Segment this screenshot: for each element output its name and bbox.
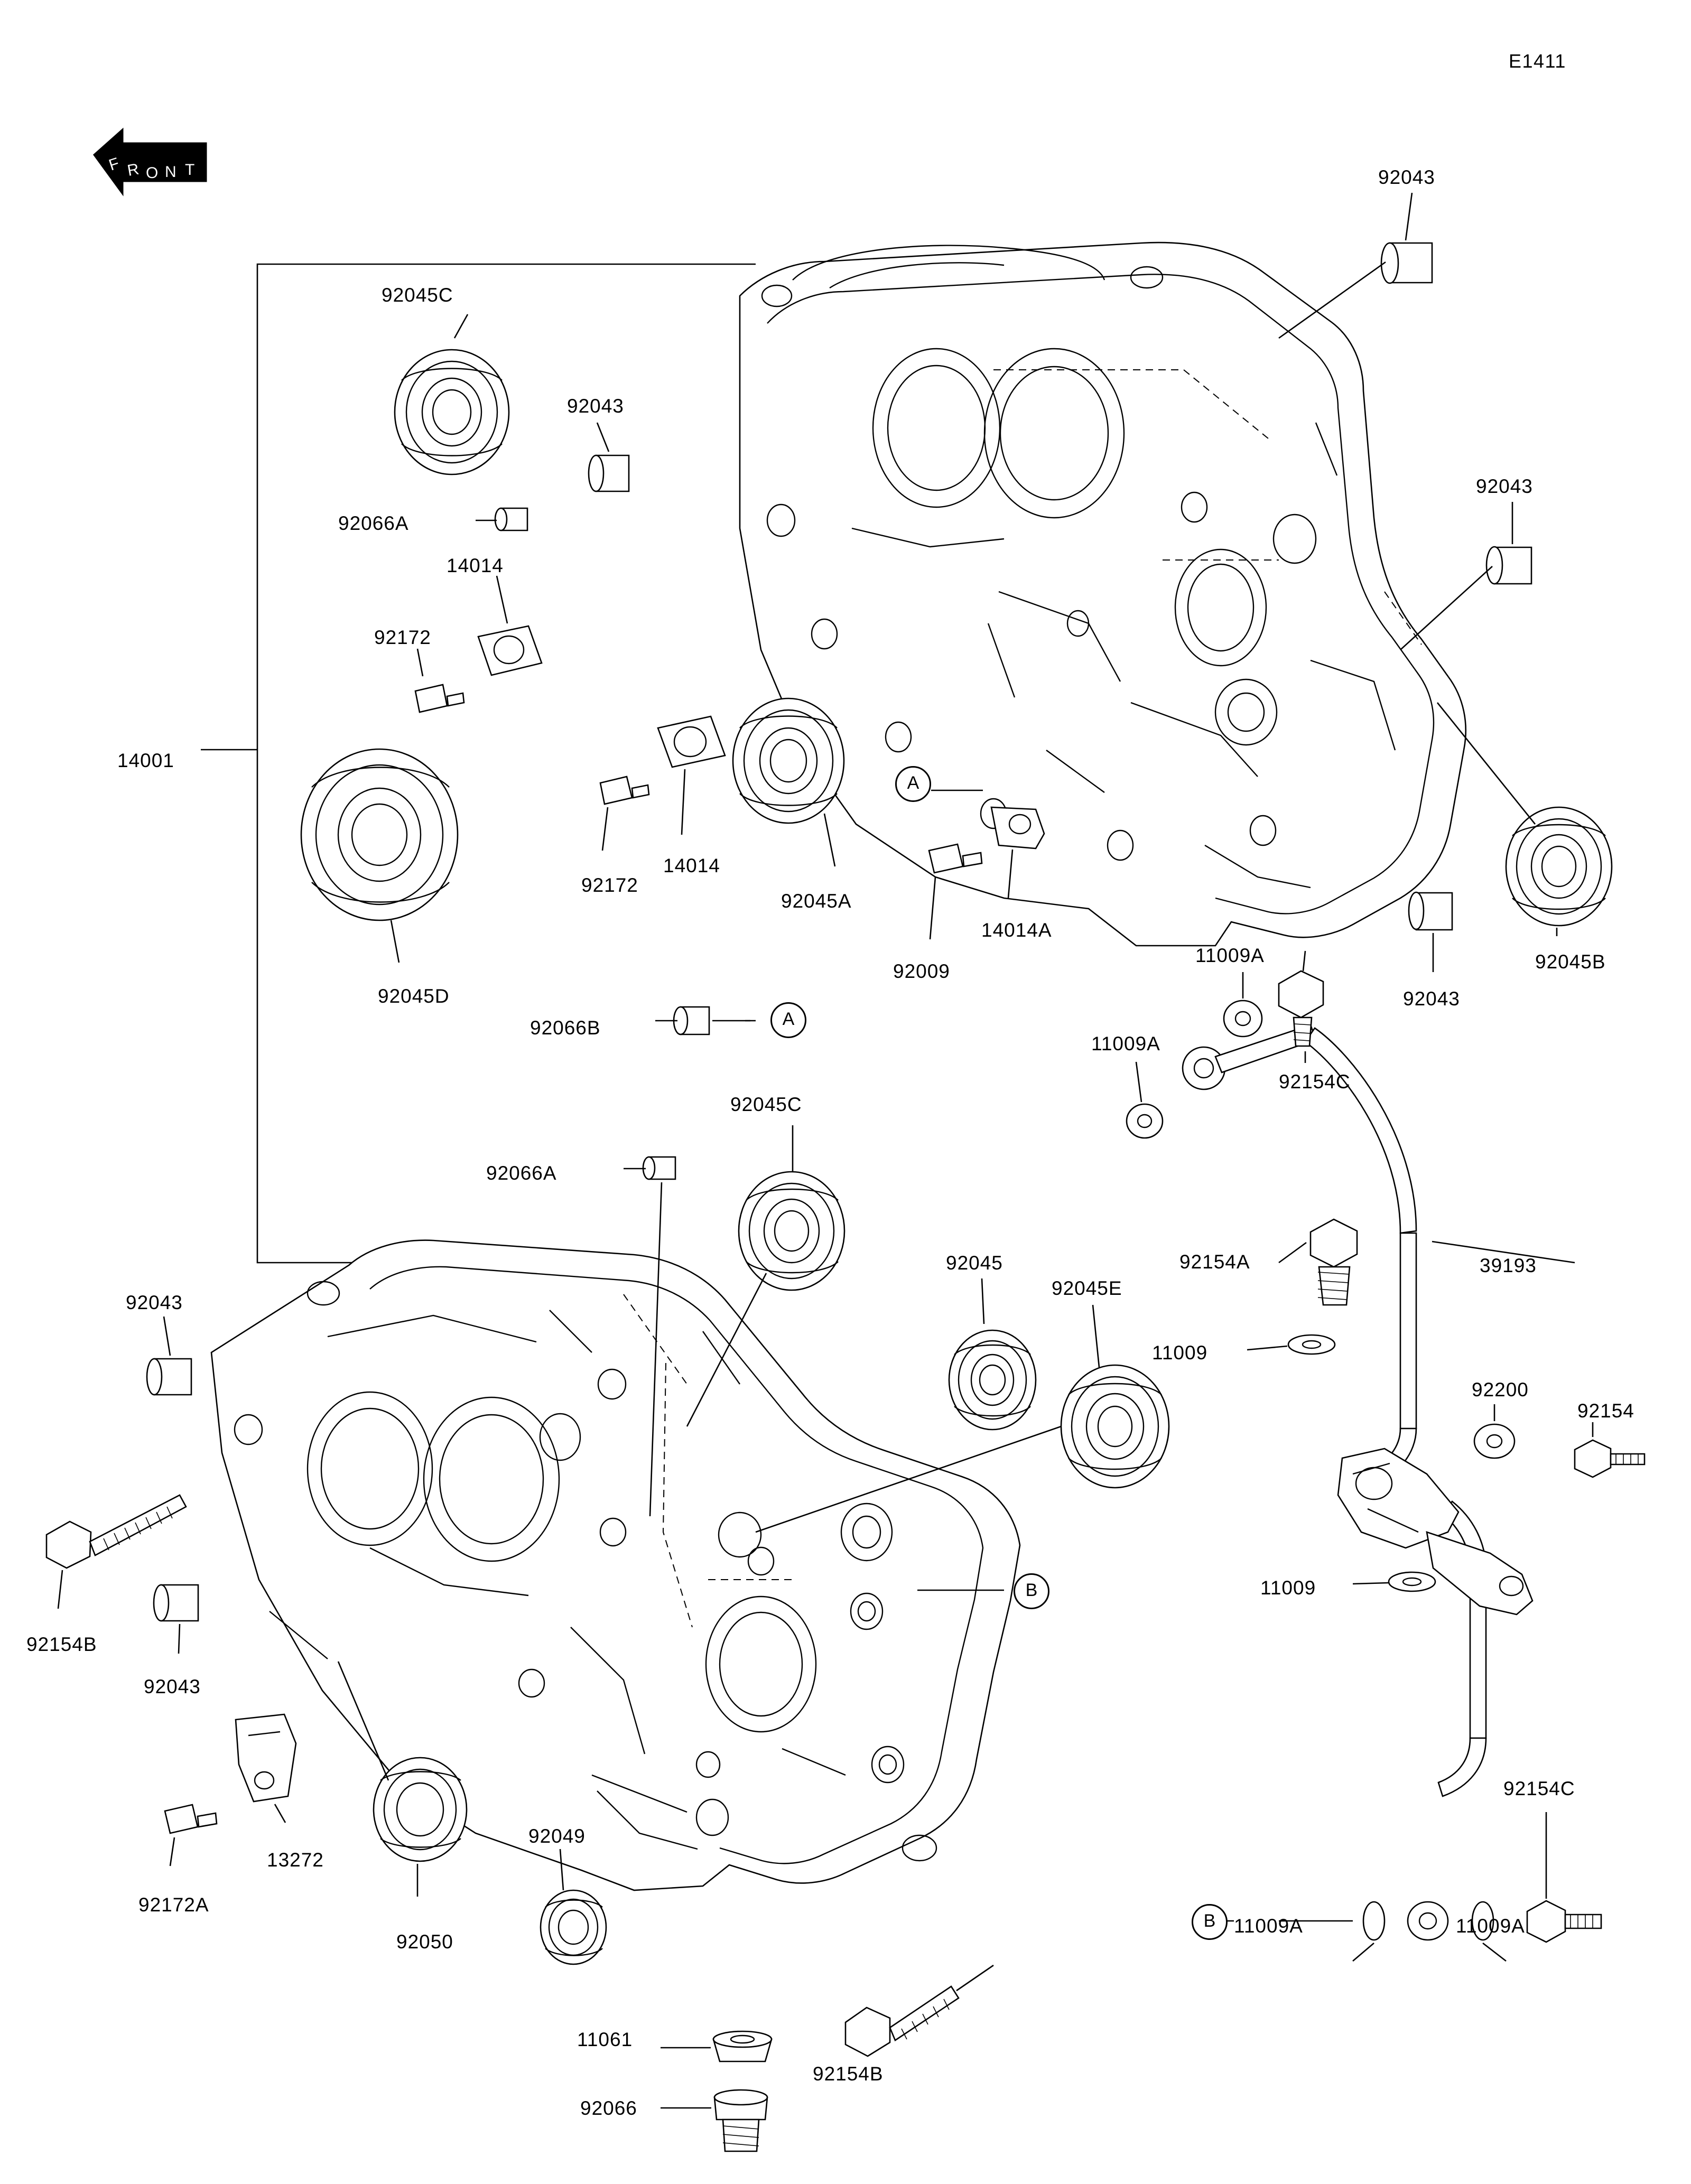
plate-14014-center bbox=[658, 716, 725, 835]
bolt-92154B-bottom bbox=[846, 1965, 993, 2058]
part-label-14014-center: 14014 bbox=[663, 855, 720, 876]
part-label-92066-bottom: 92066 bbox=[580, 2097, 637, 2119]
washer-92200 bbox=[1474, 1404, 1515, 1458]
part-label-92045: 92045 bbox=[946, 1252, 1003, 1274]
svg-text:T: T bbox=[185, 161, 195, 179]
drain-plug-92066 bbox=[661, 2090, 767, 2151]
part-label-92043-left-upper: 92043 bbox=[126, 1292, 183, 1313]
diagram-code: E1411 bbox=[1509, 50, 1566, 72]
bearing-92045 bbox=[949, 1278, 1036, 1430]
part-label-92154B-bottom: 92154B bbox=[813, 2063, 884, 2085]
part-label-11009-upper: 11009 bbox=[1152, 1342, 1208, 1364]
dowel-pin-92043-left-upper bbox=[147, 1317, 191, 1395]
callout-a-lower: A bbox=[770, 1002, 806, 1038]
part-label-92154C-lower: 92154C bbox=[1503, 1778, 1575, 1799]
bearing-92045D bbox=[301, 749, 458, 963]
part-label-92050: 92050 bbox=[396, 1931, 453, 1953]
dowel-pin-92043-upper-center bbox=[589, 423, 629, 491]
part-label-92154B-left: 92154B bbox=[26, 1634, 97, 1655]
bolt-92154C-lower bbox=[1527, 1812, 1601, 1942]
part-label-92200: 92200 bbox=[1472, 1379, 1529, 1401]
part-label-13272: 13272 bbox=[267, 1849, 324, 1871]
part-label-92045C-upper: 92045C bbox=[382, 284, 453, 306]
screw-92172-center bbox=[600, 777, 649, 851]
plate-13272 bbox=[236, 1714, 296, 1823]
part-label-92154: 92154 bbox=[1577, 1400, 1634, 1422]
svg-text:N: N bbox=[165, 163, 176, 181]
part-label-11009A-1: 11009A bbox=[1195, 945, 1265, 966]
bolt-92154-right bbox=[1575, 1422, 1644, 1477]
callout-b-upper: B bbox=[1014, 1573, 1049, 1609]
part-label-14014-upper: 14014 bbox=[447, 555, 504, 576]
part-label-92043-right: 92043 bbox=[1476, 475, 1533, 497]
part-label-92066B: 92066B bbox=[530, 1017, 601, 1039]
part-label-92045A: 92045A bbox=[781, 890, 852, 912]
part-label-92043-upper: 92043 bbox=[567, 395, 624, 417]
part-label-92066A-lower: 92066A bbox=[486, 1162, 557, 1184]
part-label-92045E: 92045E bbox=[1052, 1277, 1122, 1299]
callout-a-upper: A bbox=[895, 766, 931, 802]
plug-92066B bbox=[655, 1007, 750, 1034]
washer-11061 bbox=[661, 2031, 772, 2061]
part-label-92045B: 92045B bbox=[1535, 951, 1606, 973]
part-label-11009-lower: 11009 bbox=[1260, 1577, 1316, 1599]
plug-92066A-upper bbox=[476, 508, 527, 530]
bearing-92045A bbox=[733, 698, 844, 866]
part-label-92049: 92049 bbox=[528, 1825, 586, 1847]
part-label-14001: 14001 bbox=[117, 750, 174, 771]
part-label-92154A: 92154A bbox=[1179, 1251, 1250, 1273]
washer-11009-upper bbox=[1247, 1335, 1335, 1354]
screw-92172-upper bbox=[415, 649, 464, 712]
oil-pipe-assembly-39193 bbox=[1183, 1025, 1575, 1796]
callout-b-lower: B bbox=[1192, 1904, 1228, 1940]
screw-92009 bbox=[929, 844, 982, 939]
upper-crankcase-half bbox=[740, 242, 1466, 946]
part-label-92172-center: 92172 bbox=[581, 874, 638, 896]
dowel-pin-92043-left-lower bbox=[154, 1585, 198, 1654]
part-label-92043-lower-right: 92043 bbox=[1403, 988, 1460, 1010]
washer-11009A-upper-right bbox=[1224, 972, 1262, 1037]
part-label-92043-top: 92043 bbox=[1378, 166, 1435, 188]
screw-92172A bbox=[165, 1805, 217, 1866]
lower-crankcase-half bbox=[211, 1240, 1020, 1890]
svg-text:F: F bbox=[106, 154, 122, 174]
part-label-14014A: 14014A bbox=[981, 919, 1052, 941]
svg-text:O: O bbox=[146, 164, 159, 182]
plate-14014-upper bbox=[478, 576, 542, 675]
washer-11009A-upper-left bbox=[1127, 1062, 1163, 1138]
dowel-pin-92043-right bbox=[1400, 502, 1531, 650]
part-label-92045D: 92045D bbox=[378, 985, 450, 1007]
dowel-pin-92043-lower-right bbox=[1409, 892, 1452, 972]
part-label-11009A-3: 11009A bbox=[1234, 1915, 1303, 1937]
part-label-92043-left-lower: 92043 bbox=[144, 1676, 201, 1697]
part-label-92066A-upper: 92066A bbox=[338, 512, 409, 534]
part-label-92009: 92009 bbox=[893, 960, 950, 982]
bolt-92154A bbox=[1279, 1219, 1357, 1305]
part-label-92172-upper: 92172 bbox=[374, 627, 431, 648]
part-label-92045C-lower: 92045C bbox=[730, 1094, 802, 1115]
part-label-92154C-upper: 92154C bbox=[1279, 1071, 1351, 1093]
bearing-92045C-upper bbox=[395, 314, 509, 474]
part-label-92172A: 92172A bbox=[138, 1894, 209, 1916]
part-label-11061: 11061 bbox=[577, 2029, 633, 2050]
washer-11009-lower bbox=[1353, 1572, 1435, 1591]
part-label-39193: 39193 bbox=[1480, 1255, 1537, 1276]
part-label-11009A-2: 11009A bbox=[1091, 1033, 1160, 1054]
svg-text:R: R bbox=[126, 160, 141, 180]
part-label-11009A-4: 11009A bbox=[1456, 1915, 1525, 1937]
